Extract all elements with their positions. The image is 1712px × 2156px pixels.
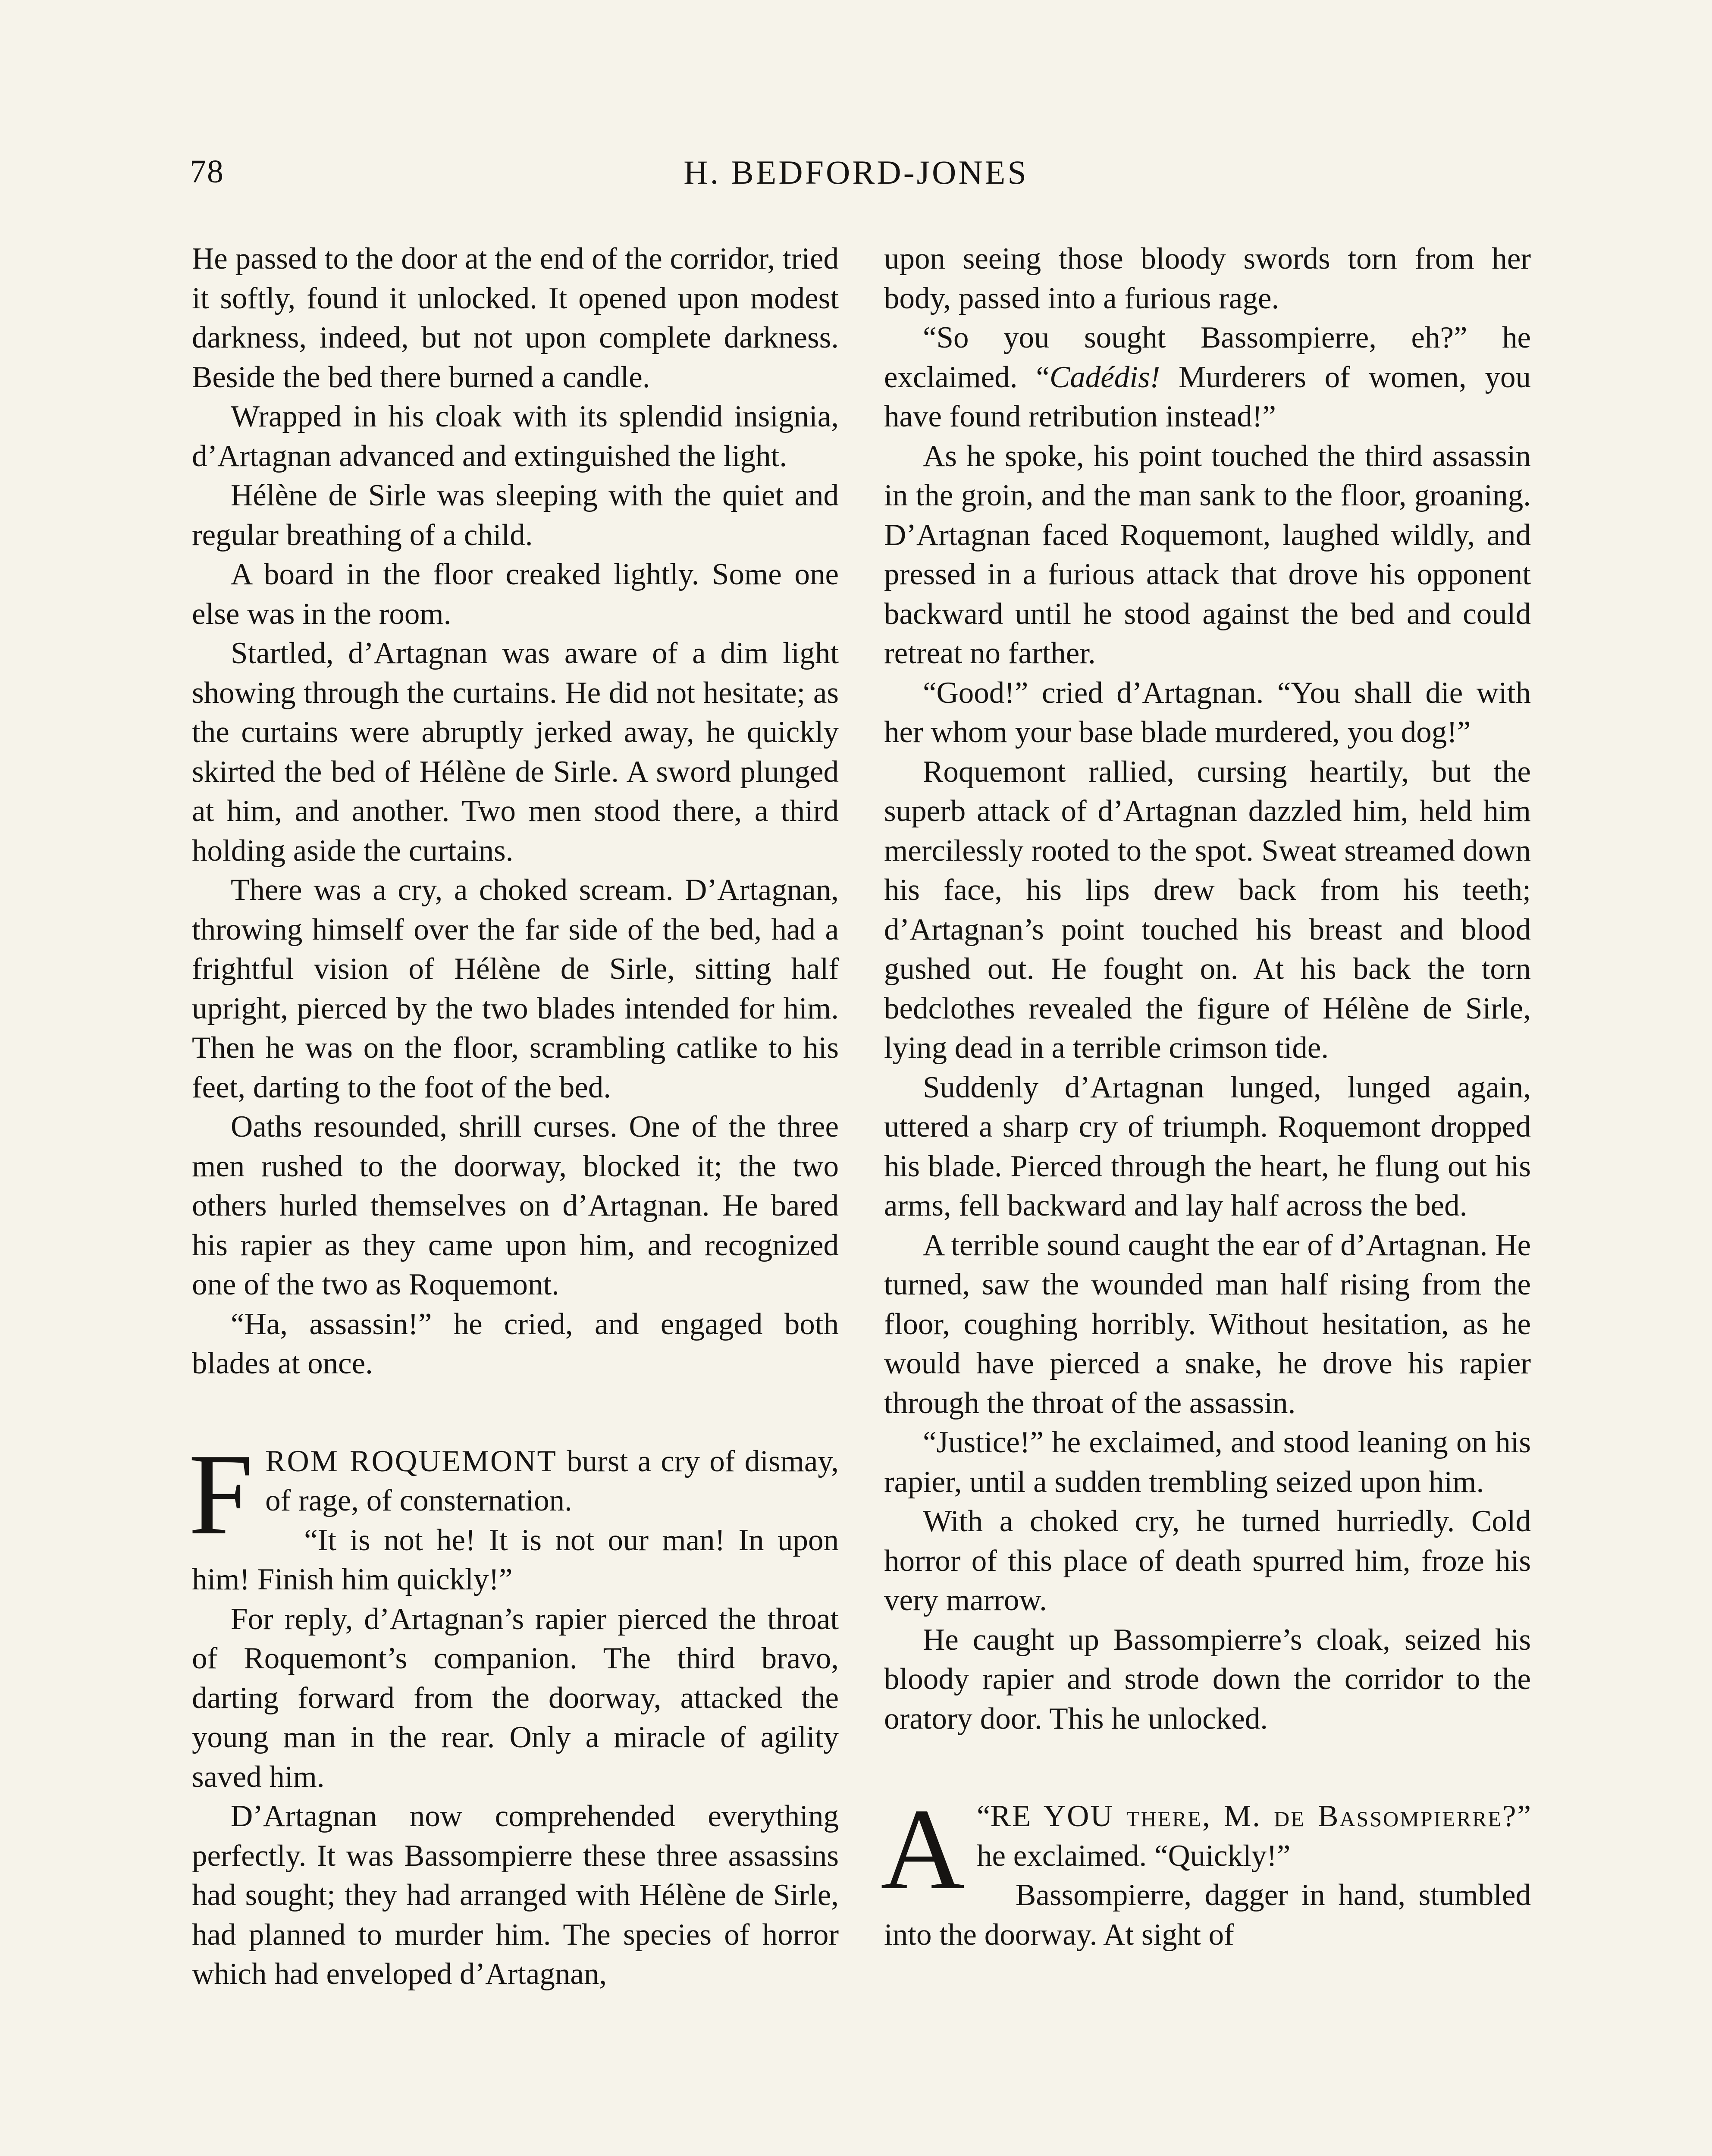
paragraph: For reply, d’Artagnan’s rapier pierced the throat of Roquemont’s companion. The third bravo, darting forward from the doorway, attacked the young man in the rear. Only a miracle of agility saved him. bbox=[192, 1602, 839, 1794]
paragraph: He caught up Bassompierre’s cloak, seized his bloody rapier and strode down the corridor to the oratory door. This he unlocked. bbox=[884, 1623, 1531, 1736]
paragraph: He passed to the door at the end of the corridor, tried it softly, found it unlocked. It opened upon modest darkness, indeed, but not upon complete darkness. Beside the bed there burned a candle. bbox=[192, 242, 839, 394]
paragraph: Hélène de Sirle was sleeping with the quiet and regular breathing of a child. bbox=[192, 479, 839, 552]
paragraph: A terrible sound caught the ear of d’Artagnan. He turned, saw the wounded man half rising from the floor, coughing horribly. Without hesitation, as he would have pierced a snake, he drove his rapier through the throat of the assassin. bbox=[884, 1228, 1531, 1420]
paragraph-text: ” he exclaimed. “Quickly!” bbox=[977, 1799, 1531, 1873]
section-opening-paragraph bbox=[188, 1429, 839, 1559]
page-number: 78 bbox=[190, 154, 224, 190]
section-break bbox=[192, 1384, 839, 1442]
paragraph: A board in the floor creaked lightly. Some one else was in the room. bbox=[192, 558, 839, 631]
paragraph bbox=[884, 318, 1531, 437]
paragraph-text: burst a cry of dismay, of rage, of consternation. bbox=[265, 1444, 839, 1517]
running-head: H. BEDFORD-JONES bbox=[684, 154, 1028, 191]
italic-exclamation: Cadédis! bbox=[1049, 360, 1160, 394]
lead-in-caps: ROM ROQUEMONT bbox=[265, 1444, 557, 1478]
paragraph: As he spoke, his point touched the third assassin in the groin, and the man sank to the floor, groaning. D’Artagnan faced Roquemont, laughed wildly, and pressed in a furious attack that drove his opponent backward until he stood against the bed and could retreat no farther. bbox=[884, 439, 1531, 670]
paragraph: Startled, d’Artagnan was aware of a dim light showing through the curtains. He did not hesitate; as the curtains were abruptly jerked away, he quickly skirted the bed of Hélène de Sirle. A sword plunged at him, and another. Two men stood there, a third holding aside the curtains. bbox=[192, 636, 839, 868]
paragraph-text: “So you sought Bassompierre, eh?” he exclaimed. “ bbox=[884, 321, 1531, 394]
open-quote: “ bbox=[977, 1799, 991, 1833]
paragraph: “Justice!” he exclaimed, and stood leaning on his rapier, until a sudden trembling seized upon him. bbox=[884, 1426, 1531, 1499]
page-header bbox=[0, 153, 1712, 209]
lead-in-caps: RE YOU there, M. de Bassompierre? bbox=[990, 1799, 1518, 1833]
paragraph: D’Artagnan now comprehended everything perfectly. It was Bassompierre these three assassins had sought; they had arranged with Hélène de Sirle, had planned to murder him. The species of horror which had enveloped d’Artagnan, bbox=[192, 1799, 839, 1991]
paragraph: Oaths resounded, shrill curses. One of the three men rushed to the doorway, blocked it; the two others hurled themselves on d’Artagnan. He bared his rapier as they came upon him, and recognized one of the two as Roquemont. bbox=[192, 1110, 839, 1301]
paragraph: With a choked cry, he turned hurriedly. Cold horror of this place of death spurred him, froze his very marrow. bbox=[884, 1504, 1531, 1617]
paragraph: “Good!” cried d’Artagnan. “You shall die with her whom your base blade murdered, you dog!” bbox=[884, 676, 1531, 749]
paragraph: “It is not he! It is not our man! In upon him! Finish him quickly!” bbox=[192, 1523, 839, 1596]
paragraph-text: Murderers of women, you have found retribution instead!” bbox=[884, 360, 1531, 433]
right-column bbox=[881, 239, 1531, 1955]
paragraph: upon seeing those bloody swords torn from her body, passed into a furious rage. bbox=[884, 242, 1531, 315]
section-break bbox=[884, 1739, 1531, 1797]
paragraph: Bassompierre, dagger in hand, stumbled into the doorway. At sight of bbox=[884, 1878, 1531, 1952]
paragraph: Wrapped in his cloak with its splendid insignia, d’Artagnan advanced and extinguished the light. bbox=[192, 400, 839, 473]
paragraph: Suddenly d’Artagnan lunged, lunged again, uttered a sharp cry of triumph. Roquemont dropped his blade. Pierced through the heart, he flung out his arms, fell backward and lay half across the bed. bbox=[884, 1070, 1531, 1222]
left-column bbox=[188, 239, 839, 1994]
paragraph: Roquemont rallied, cursing heartily, but the superb attack of d’Artagnan dazzled him, held him mercilessly rooted to the spot. Sweat streamed down his face, his lips drew back from his teeth; d’Artagnan’s point touched his breast and blood gushed out. He fought on. At his back the torn bedclothes revealed the figure of Hélène de Sirle, lying dead in a terrible crimson tide. bbox=[884, 755, 1531, 1065]
section-opening-paragraph bbox=[881, 1785, 1531, 1914]
paragraph: There was a cry, a choked scream. D’Artagnan, throwing himself over the far side of the bed, had a frightful vision of Hélène de Sirle, sitting half upright, pierced by the two blades intended for him. Then he was on the floor, scrambling catlike to his feet, darting to the foot of the bed. bbox=[192, 873, 839, 1104]
drop-cap: F bbox=[188, 1429, 254, 1559]
drop-cap: A bbox=[881, 1785, 965, 1914]
paragraph: “Ha, assassin!” he cried, and engaged both blades at once. bbox=[192, 1307, 839, 1380]
